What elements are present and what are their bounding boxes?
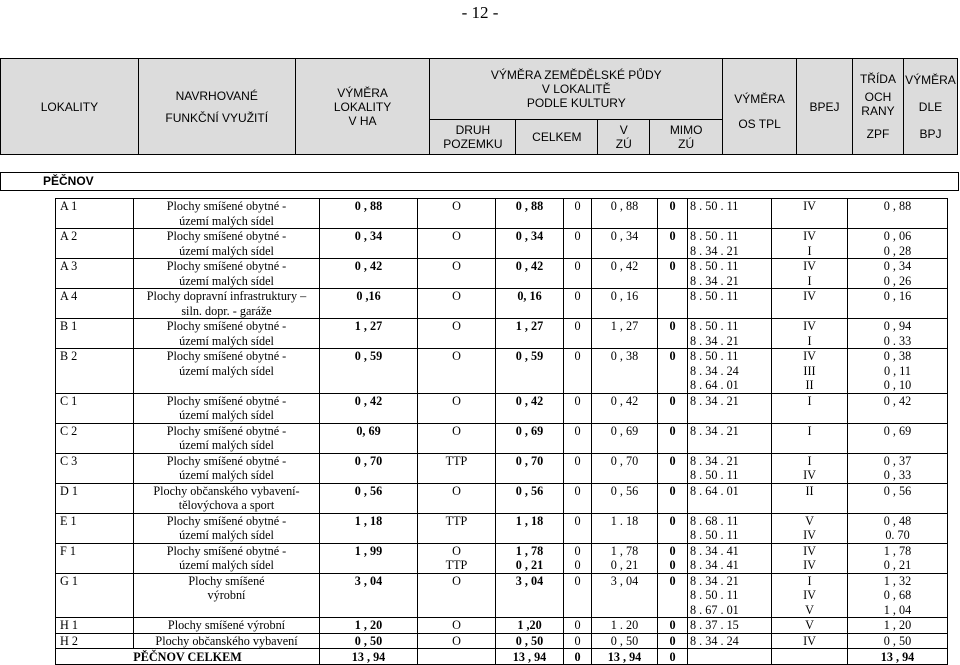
header-vymera-zemedelske-pudy: VÝMĚRA ZEMĚDĚLSKÉ PŮDY V LOKALITĚ PODLE KULTURY — [430, 59, 723, 120]
total-area: 13 , 94 — [320, 649, 418, 665]
mimo-zu: 0 , 16 — [592, 289, 658, 319]
bpej: 8 . 34 . 21 8 . 50 . 11 — [688, 453, 772, 483]
table-row — [56, 349, 948, 394]
funkcni-vyuziti: Plochy smíšené obytné - území malých sídel — [134, 349, 320, 394]
trida-ochrany: IV — [772, 199, 848, 229]
table-row — [56, 573, 948, 618]
header-vymera-os-tpl: VÝMĚRA OS TPL — [723, 59, 797, 155]
vymera-lokality: 0 , 59 — [320, 349, 418, 394]
table-row — [56, 319, 948, 349]
vymera-os-tpl: 0 — [658, 349, 688, 394]
mimo-zu: 0 , 70 — [592, 453, 658, 483]
bpej: 8 . 50 . 11 — [688, 289, 772, 319]
bpej: 8 . 68 . 11 8 . 50 . 11 — [688, 513, 772, 543]
druh-pozemku: TTP — [418, 453, 496, 483]
vymera-os-tpl — [658, 289, 688, 319]
lokalita-code: A 4 — [56, 289, 134, 319]
lokalita-code: C 2 — [56, 423, 134, 453]
v-zu: 0 0 — [564, 543, 592, 573]
funkcni-vyuziti: Plochy smíšené obytné - území malých sídel — [134, 259, 320, 289]
vymera-dle-bpj: 0 , 48 0. 70 — [848, 513, 948, 543]
druh-pozemku: O — [418, 259, 496, 289]
v-zu: 0 — [564, 573, 592, 618]
mimo-zu: 0 , 56 — [592, 483, 658, 513]
mimo-zu: 3 , 04 — [592, 573, 658, 618]
bpej: 8 . 34 . 41 8 . 34 . 41 — [688, 543, 772, 573]
lokalita-code: B 1 — [56, 319, 134, 349]
trida-ochrany: IV I — [772, 319, 848, 349]
vymera-dle-bpj: 0 , 16 — [848, 289, 948, 319]
mimo-zu: 0 , 50 — [592, 633, 658, 649]
druh-pozemku: O — [418, 483, 496, 513]
druh-pozemku: O — [418, 199, 496, 229]
vymera-lokality: 0 , 70 — [320, 453, 418, 483]
v-zu: 0 — [564, 319, 592, 349]
mimo-zu: 1 , 78 0 , 21 — [592, 543, 658, 573]
lokalita-code: C 3 — [56, 453, 134, 483]
trida-ochrany: I IV — [772, 453, 848, 483]
funkcni-vyuziti: Plochy smíšené výrobní — [134, 618, 320, 634]
vymera-os-tpl: 0 — [658, 319, 688, 349]
celkem: 1 , 78 0 , 21 — [496, 543, 564, 573]
v-zu: 0 — [564, 423, 592, 453]
lokalita-code: G 1 — [56, 573, 134, 618]
lokalita-code: A 1 — [56, 199, 134, 229]
table-row — [56, 543, 948, 573]
druh-pozemku: O — [418, 573, 496, 618]
vymera-os-tpl: 0 — [658, 199, 688, 229]
trida-ochrany: IV III II — [772, 349, 848, 394]
trida-ochrany: V IV — [772, 513, 848, 543]
vymera-lokality: 1 , 18 — [320, 513, 418, 543]
mimo-zu: 0 , 69 — [592, 423, 658, 453]
lokalita-code: F 1 — [56, 543, 134, 573]
vymera-os-tpl: 0 — [658, 393, 688, 423]
celkem: 0 , 59 — [496, 349, 564, 394]
celkem: 0 , 34 — [496, 229, 564, 259]
vymera-dle-bpj: 0 , 50 — [848, 633, 948, 649]
bpej: 8 . 50 . 11 8 . 34 . 21 — [688, 319, 772, 349]
celkem: 0, 16 — [496, 289, 564, 319]
lokalita-code: E 1 — [56, 513, 134, 543]
trida-ochrany: IV — [772, 289, 848, 319]
data-table — [55, 198, 948, 665]
table-row — [56, 453, 948, 483]
vymera-os-tpl: 0 — [658, 423, 688, 453]
trida-ochrany: IV IV — [772, 543, 848, 573]
trida-ochrany: I — [772, 393, 848, 423]
table-row — [56, 259, 948, 289]
mimo-zu: 1 . 18 — [592, 513, 658, 543]
table-row — [56, 513, 948, 543]
trida-ochrany: IV I — [772, 229, 848, 259]
druh-pozemku: O TTP — [418, 543, 496, 573]
lokalita-code: H 2 — [56, 633, 134, 649]
vymera-dle-bpj: 1 , 20 — [848, 618, 948, 634]
lokalita-code: C 1 — [56, 393, 134, 423]
vymera-dle-bpj: 0 , 37 0 , 33 — [848, 453, 948, 483]
lokalita-code: D 1 — [56, 483, 134, 513]
header-v-zu: V ZÚ — [598, 120, 650, 155]
celkem: 1 ,20 — [496, 618, 564, 634]
funkcni-vyuziti: Plochy smíšené obytné - území malých sídel — [134, 453, 320, 483]
vymera-dle-bpj: 0 , 94 0 . 33 — [848, 319, 948, 349]
druh-pozemku: O — [418, 618, 496, 634]
vymera-dle-bpj: 0 , 42 — [848, 393, 948, 423]
bpej: 8 . 37 . 15 — [688, 618, 772, 634]
total-os-tpl: 0 — [658, 649, 688, 665]
vymera-os-tpl: 0 — [658, 483, 688, 513]
vymera-lokality: 0 , 88 — [320, 199, 418, 229]
vymera-os-tpl: 0 0 — [658, 543, 688, 573]
mimo-zu: 0 , 42 — [592, 393, 658, 423]
page-number: - 12 - — [461, 3, 499, 22]
vymera-dle-bpj: 0 , 88 — [848, 199, 948, 229]
v-zu: 0 — [564, 633, 592, 649]
vymera-lokality: 1 , 99 — [320, 543, 418, 573]
v-zu: 0 — [564, 513, 592, 543]
vymera-dle-bpj: 0 , 38 0 , 11 0 , 10 — [848, 349, 948, 394]
total-trida — [772, 649, 848, 665]
funkcni-vyuziti: Plochy smíšené obytné - území malých sídel — [134, 543, 320, 573]
lokalita-code: A 3 — [56, 259, 134, 289]
funkcni-vyuziti: Plochy dopravní infrastruktury – siln. dopr. - garáže — [134, 289, 320, 319]
vymera-lokality: 1 , 27 — [320, 319, 418, 349]
vymera-lokality: 0, 69 — [320, 423, 418, 453]
druh-pozemku: O — [418, 289, 496, 319]
trida-ochrany: II — [772, 483, 848, 513]
bpej: 8 . 34 . 21 8 . 50 . 11 8 . 67 . 01 — [688, 573, 772, 618]
v-zu: 0 — [564, 289, 592, 319]
vymera-lokality: 0 ,16 — [320, 289, 418, 319]
table-row — [56, 618, 948, 634]
vymera-os-tpl: 0 — [658, 259, 688, 289]
bpej: 8 . 50 . 11 8 . 34 . 21 — [688, 229, 772, 259]
vymera-lokality: 0 , 42 — [320, 259, 418, 289]
druh-pozemku: O — [418, 349, 496, 394]
trida-ochrany: I — [772, 423, 848, 453]
total-bpej — [688, 649, 772, 665]
v-zu: 0 — [564, 349, 592, 394]
v-zu: 0 — [564, 259, 592, 289]
total-label: PĚČNOV CELKEM — [56, 649, 320, 665]
druh-pozemku: O — [418, 423, 496, 453]
total-v-zu: 0 — [564, 649, 592, 665]
mimo-zu: 1 , 27 — [592, 319, 658, 349]
celkem: 0 , 50 — [496, 633, 564, 649]
table-header — [0, 58, 958, 155]
bpej: 8 . 34 . 24 — [688, 633, 772, 649]
celkem: 1 , 27 — [496, 319, 564, 349]
vymera-lokality: 0 , 42 — [320, 393, 418, 423]
mimo-zu: 0 , 34 — [592, 229, 658, 259]
bpej: 8 . 50 . 11 — [688, 199, 772, 229]
druh-pozemku: O — [418, 393, 496, 423]
vymera-dle-bpj: 0 , 34 0 , 26 — [848, 259, 948, 289]
v-zu: 0 — [564, 453, 592, 483]
total-mimo-zu: 13 , 94 — [592, 649, 658, 665]
trida-ochrany: V — [772, 618, 848, 634]
total-vymera: 13 , 94 — [848, 649, 948, 665]
celkem: 0 , 56 — [496, 483, 564, 513]
funkcni-vyuziti: Plochy smíšené obytné - území malých sídel — [134, 423, 320, 453]
total-row — [56, 649, 948, 665]
header-celkem: CELKEM — [516, 120, 598, 155]
vymera-os-tpl: 0 — [658, 573, 688, 618]
mimo-zu: 0 , 88 — [592, 199, 658, 229]
funkcni-vyuziti: Plochy občanského vybavení- tělovýchova a sport — [134, 483, 320, 513]
vymera-os-tpl: 0 — [658, 633, 688, 649]
funkcni-vyuziti: Plochy smíšené obytné - území malých sídel — [134, 513, 320, 543]
header-bpej: BPEJ — [797, 59, 853, 155]
vymera-os-tpl: 0 — [658, 513, 688, 543]
lokalita-code: A 2 — [56, 229, 134, 259]
bpej: 8 . 64 . 01 — [688, 483, 772, 513]
funkcni-vyuziti: Plochy smíšené obytné - území malých sídel — [134, 199, 320, 229]
vymera-dle-bpj: 1 , 32 0 , 68 1 , 04 — [848, 573, 948, 618]
vymera-dle-bpj: 0 , 56 — [848, 483, 948, 513]
funkcni-vyuziti: Plochy smíšené obytné - území malých sídel — [134, 393, 320, 423]
vymera-lokality: 3 , 04 — [320, 573, 418, 618]
druh-pozemku: O — [418, 319, 496, 349]
vymera-lokality: 0 , 56 — [320, 483, 418, 513]
vymera-os-tpl: 0 — [658, 453, 688, 483]
vymera-os-tpl: 0 — [658, 229, 688, 259]
lokalita-code: H 1 — [56, 618, 134, 634]
druh-pozemku: O — [418, 633, 496, 649]
v-zu: 0 — [564, 229, 592, 259]
total-druh — [418, 649, 496, 665]
vymera-lokality: 1 , 20 — [320, 618, 418, 634]
v-zu: 0 — [564, 618, 592, 634]
bpej: 8 . 34 . 21 — [688, 393, 772, 423]
vymera-dle-bpj: 0 , 06 0 , 28 — [848, 229, 948, 259]
table-row — [56, 199, 948, 229]
vymera-lokality: 0 , 34 — [320, 229, 418, 259]
table-row — [56, 229, 948, 259]
funkcni-vyuziti: Plochy smíšené výrobní — [134, 573, 320, 618]
header-vymera-lokality: VÝMĚRA LOKALITY V HA — [295, 59, 430, 155]
celkem: 0 , 88 — [496, 199, 564, 229]
bpej: 8 . 50 . 11 8 . 34 . 24 8 . 64 . 01 — [688, 349, 772, 394]
vymera-os-tpl: 0 — [658, 618, 688, 634]
mimo-zu: 0 , 38 — [592, 349, 658, 394]
vymera-lokality: 0 , 50 — [320, 633, 418, 649]
total-celkem: 13 , 94 — [496, 649, 564, 665]
table-row — [56, 423, 948, 453]
table-row — [56, 483, 948, 513]
vymera-dle-bpj: 0 , 69 — [848, 423, 948, 453]
lokalita-code: B 2 — [56, 349, 134, 394]
druh-pozemku: TTP — [418, 513, 496, 543]
header-druh-pozemku: DRUH POZEMKU — [430, 120, 516, 155]
trida-ochrany: IV I — [772, 259, 848, 289]
mimo-zu: 0 , 42 — [592, 259, 658, 289]
table-row — [56, 289, 948, 319]
v-zu: 0 — [564, 393, 592, 423]
celkem: 1 , 18 — [496, 513, 564, 543]
celkem: 3 , 04 — [496, 573, 564, 618]
trida-ochrany: I IV V — [772, 573, 848, 618]
section-heading: PĚČNOV — [0, 172, 959, 191]
header-mimo-zu: MIMO ZÚ — [650, 120, 723, 155]
funkcni-vyuziti: Plochy občanského vybavení — [134, 633, 320, 649]
header-trida-ochrany: TŘÍDA OCH RANY ZPF — [852, 59, 903, 155]
funkcni-vyuziti: Plochy smíšené obytné - území malých sídel — [134, 229, 320, 259]
celkem: 0 , 42 — [496, 393, 564, 423]
table-row — [56, 393, 948, 423]
celkem: 0 , 69 — [496, 423, 564, 453]
v-zu: 0 — [564, 199, 592, 229]
v-zu: 0 — [564, 483, 592, 513]
druh-pozemku: O — [418, 229, 496, 259]
vymera-dle-bpj: 1 , 78 0 , 21 — [848, 543, 948, 573]
mimo-zu: 1 . 20 — [592, 618, 658, 634]
celkem: 0 , 70 — [496, 453, 564, 483]
header-lokality: LOKALITY — [1, 59, 139, 155]
bpej: 8 . 34 . 21 — [688, 423, 772, 453]
celkem: 0 , 42 — [496, 259, 564, 289]
header-navrhovane: NAVRHOVANÉ FUNKČNÍ VYUŽITÍ — [138, 59, 295, 155]
funkcni-vyuziti: Plochy smíšené obytné - území malých sídel — [134, 319, 320, 349]
table-row — [56, 633, 948, 649]
header-vymera-dle-bpj: VÝMĚRA DLE BPJ — [903, 59, 957, 155]
bpej: 8 . 50 . 11 8 . 34 . 21 — [688, 259, 772, 289]
trida-ochrany: IV — [772, 633, 848, 649]
